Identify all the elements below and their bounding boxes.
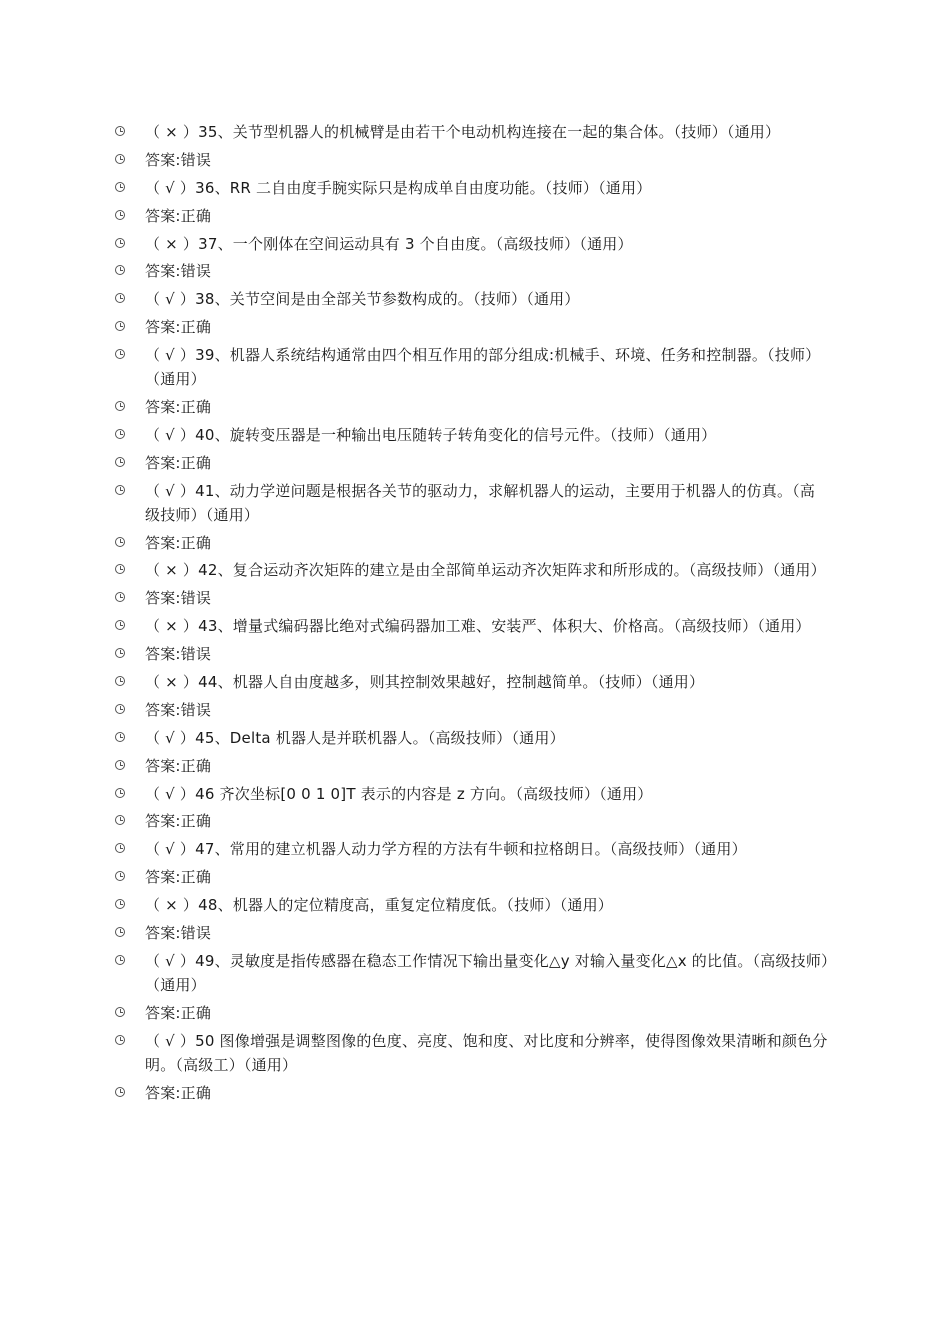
clock-bullet-icon — [115, 732, 125, 742]
clock-bullet-icon — [115, 955, 125, 965]
list-item — [114, 343, 830, 391]
item-text: （ × ）42、复合运动齐次矩阵的建立是由全部简单运动齐次矩阵求和所形成的。（高级技师）（通用） — [145, 561, 826, 580]
item-text: 答案:正确 — [145, 318, 212, 337]
clock-bullet-icon — [115, 927, 125, 937]
clock-bullet-icon — [115, 760, 125, 770]
list-item — [114, 423, 830, 447]
clock-bullet-icon — [115, 293, 125, 303]
list-item — [114, 726, 830, 750]
list-item — [114, 698, 830, 722]
list-item — [114, 1029, 830, 1077]
list-item — [114, 148, 830, 172]
list-item — [114, 921, 830, 945]
item-text: （ √ ）46 齐次坐标[0 0 1 0]T 表示的内容是 z 方向。（高级技师）（通用） — [145, 784, 653, 803]
clock-bullet-icon — [115, 126, 125, 136]
item-text: （ √ ）49、灵敏度是指传感器在稳态工作情况下输出量变化△y 对输入量变化△x 的比值。（高级技师）（通用） — [145, 951, 829, 994]
item-text: 答案:错误 — [145, 924, 212, 943]
item-text: （ √ ）38、关节空间是由全部关节参数构成的。（技师）（通用） — [145, 290, 580, 309]
item-text: （ √ ）50 图像增强是调整图像的色度、亮度、饱和度、对比度和分辨率，使得图像效果清晰和颜色分明。（高级工）（通用） — [145, 1031, 828, 1074]
list-item — [114, 782, 830, 806]
item-text: 答案:正确 — [145, 398, 212, 417]
clock-bullet-icon — [115, 154, 125, 164]
item-text: （ × ）48、机器人的定位精度高，重复定位精度低。（技师）（通用） — [145, 896, 613, 915]
clock-bullet-icon — [115, 429, 125, 439]
item-text: 答案:正确 — [145, 206, 212, 225]
list-item — [114, 315, 830, 339]
clock-bullet-icon — [115, 899, 125, 909]
clock-bullet-icon — [115, 1007, 125, 1017]
clock-bullet-icon — [115, 871, 125, 881]
list-item — [114, 176, 830, 200]
clock-bullet-icon — [115, 564, 125, 574]
list-item — [114, 558, 830, 582]
clock-bullet-icon — [115, 238, 125, 248]
clock-bullet-icon — [115, 1087, 125, 1097]
clock-bullet-icon — [115, 1035, 125, 1045]
clock-bullet-icon — [115, 321, 125, 331]
clock-bullet-icon — [115, 704, 125, 714]
list-item — [114, 120, 830, 144]
list-item — [114, 531, 830, 555]
item-text: 答案:错误 — [145, 700, 212, 719]
question-list — [114, 120, 830, 1109]
item-text: 答案:正确 — [145, 533, 212, 552]
list-item — [114, 259, 830, 283]
list-item — [114, 642, 830, 666]
list-item — [114, 837, 830, 861]
item-text: （ × ）44、机器人自由度越多，则其控制效果越好，控制越简单。（技师）（通用） — [145, 673, 705, 692]
item-text: （ √ ）45、Delta 机器人是并联机器人。（高级技师）（通用） — [145, 728, 565, 747]
list-item — [114, 586, 830, 610]
item-text: （ × ）35、关节型机器人的机械臂是由若干个电动机构连接在一起的集合体。（技师）（通用） — [145, 123, 781, 141]
clock-bullet-icon — [115, 648, 125, 658]
list-item — [114, 451, 830, 475]
clock-bullet-icon — [115, 592, 125, 602]
item-text: 答案:正确 — [145, 812, 212, 831]
item-text: 答案:错误 — [145, 262, 212, 281]
item-text: （ √ ）36、RR 二自由度手腕实际只是构成单自由度功能。（技师）（通用） — [145, 178, 652, 197]
clock-bullet-icon — [115, 815, 125, 825]
item-text: 答案:正确 — [145, 868, 212, 887]
item-text: 答案:正确 — [145, 756, 212, 775]
item-text: （ √ ）40、旋转变压器是一种输出电压随转子转角变化的信号元件。（技师）（通用） — [145, 425, 717, 444]
item-text: 答案:错误 — [145, 150, 212, 169]
list-item — [114, 287, 830, 311]
list-item — [114, 1081, 830, 1105]
item-text: （ √ ）47、常用的建立机器人动力学方程的方法有牛顿和拉格朗日。（高级技师）（通用） — [145, 840, 747, 859]
item-text: 答案:错误 — [145, 589, 212, 608]
list-item — [114, 949, 830, 997]
clock-bullet-icon — [115, 620, 125, 630]
item-text: （ × ）43、增量式编码器比绝对式编码器加工难、安装严、体积大、价格高。（高级技师）（通用） — [145, 617, 811, 636]
list-item — [114, 1001, 830, 1025]
item-text: 答案:正确 — [145, 1003, 212, 1022]
item-text: 答案:正确 — [145, 453, 212, 472]
list-item — [114, 232, 830, 256]
list-item — [114, 479, 830, 527]
clock-bullet-icon — [115, 210, 125, 220]
clock-bullet-icon — [115, 537, 125, 547]
item-text: （ × ）37、一个刚体在空间运动具有 3 个自由度。（高级技师）（通用） — [145, 234, 633, 253]
item-text: （ √ ）39、机器人系统结构通常由四个相互作用的部分组成:机械手、环境、任务和控制器。（技师）（通用） — [145, 346, 821, 389]
clock-bullet-icon — [115, 265, 125, 275]
clock-bullet-icon — [115, 182, 125, 192]
list-item — [114, 204, 830, 228]
clock-bullet-icon — [115, 457, 125, 467]
clock-bullet-icon — [115, 401, 125, 411]
item-text: 答案:错误 — [145, 645, 212, 664]
list-item — [114, 809, 830, 833]
list-item — [114, 614, 830, 638]
clock-bullet-icon — [115, 843, 125, 853]
list-item — [114, 893, 830, 917]
clock-bullet-icon — [115, 485, 125, 495]
item-text: （ √ ）41、动力学逆问题是根据各关节的驱动力，求解机器人的运动，主要用于机器人的仿真。（高级技师）（通用） — [145, 481, 816, 524]
list-item — [114, 754, 830, 778]
clock-bullet-icon — [115, 676, 125, 686]
clock-bullet-icon — [115, 349, 125, 359]
item-text: 答案:正确 — [145, 1083, 212, 1102]
clock-bullet-icon — [115, 788, 125, 798]
list-item — [114, 670, 830, 694]
list-item — [114, 865, 830, 889]
list-item — [114, 395, 830, 419]
